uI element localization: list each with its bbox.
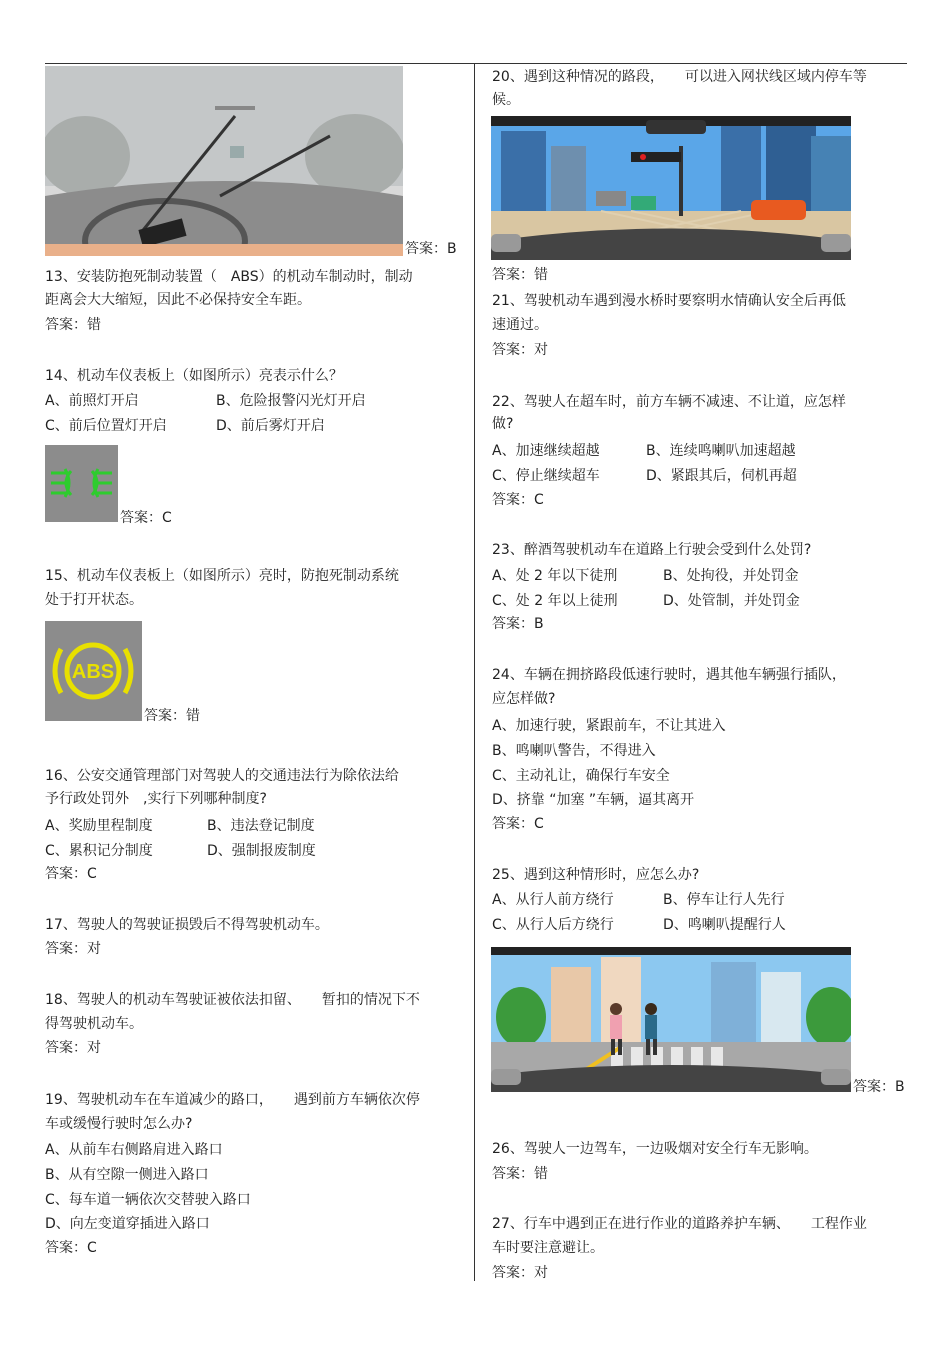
- q25-stem: 25、遇到这种情形时，应怎么办?: [492, 867, 700, 883]
- q23-option-a: A、处 2 年以下徒刑: [492, 568, 618, 584]
- q18-answer: 答案：对: [45, 1040, 101, 1056]
- q16-answer: 答案：C: [45, 866, 97, 882]
- q13-stem-line2: 距离会大大缩短，因此不必保持安全车距。: [45, 292, 311, 308]
- q25-option-b: B、停车让行人先行: [663, 892, 785, 908]
- q16-stem-line2: 予行政处罚外 ,实行下列哪种制度?: [45, 791, 267, 807]
- q20-stem-line1: 20、遇到这种情况的路段， 可以进入网状线区域内停车等: [492, 69, 867, 85]
- q19-answer: 答案：C: [45, 1240, 97, 1256]
- q19-stem-line1: 19、驾驶机动车在车道减少的路口， 遇到前方车辆依次停: [45, 1092, 420, 1108]
- q25-answer: 答案：B: [853, 1079, 905, 1095]
- q13-stem-line1: 13、安装防抱死制动装置（ ABS）的机动车制动时，制动: [45, 269, 413, 285]
- q20-stem-line2: 候。: [492, 92, 520, 108]
- abs-icon-label: ABS: [71, 661, 115, 683]
- q16-stem-line1: 16、公安交通管理部门对驾驶人的交通违法行为除依法给: [45, 768, 399, 784]
- q27-stem-line2: 车时要注意避让。: [492, 1240, 604, 1256]
- q22-option-a: A、加速继续超越: [492, 443, 600, 459]
- q21-stem-line2: 速通过。: [492, 317, 548, 333]
- q21-stem-line1: 21、驾驶机动车遇到漫水桥时要察明水情确认安全后再低: [492, 293, 846, 309]
- pedestrian-crossing-image: [491, 947, 851, 1092]
- q24-option-c: C、主动礼让，确保行车安全: [492, 768, 670, 784]
- q23-option-c: C、处 2 年以上徒刑: [492, 593, 618, 609]
- q26-stem: 26、驾驶人一边驾车，一边吸烟对安全行车无影响。: [492, 1141, 818, 1157]
- q23-option-d: D、处管制，并处罚金: [663, 593, 800, 609]
- q25-option-a: A、从行人前方绕行: [492, 892, 614, 908]
- q27-stem-line1: 27、行车中遇到正在进行作业的道路养护车辆、 工程作业: [492, 1216, 867, 1232]
- q17-stem: 17、驾驶人的驾驶证损毁后不得驾驶机动车。: [45, 917, 329, 933]
- q19-stem-line2: 车或缓慢行驶时怎么办?: [45, 1116, 193, 1132]
- q13-answer: 答案：错: [45, 317, 101, 333]
- rainy-windshield-image: [45, 66, 403, 256]
- q15-stem-line2: 处于打开状态。: [45, 592, 143, 608]
- q19-option-b: B、从有空隙一侧进入路口: [45, 1167, 209, 1183]
- q15-answer: 答案：错: [144, 708, 200, 724]
- q16-option-c: C、累积记分制度: [45, 843, 153, 859]
- q27-answer: 答案：对: [492, 1265, 548, 1281]
- q17-answer: 答案：对: [45, 941, 101, 957]
- q23-stem: 23、醉酒驾驶机动车在道路上行驶会受到什么处罚?: [492, 542, 812, 558]
- q24-option-d: D、挤靠 “加塞 ”车辆，逼其离开: [492, 792, 695, 808]
- q22-answer: 答案：C: [492, 492, 544, 508]
- top-rule: [45, 63, 907, 64]
- q19-option-a: A、从前车右侧路肩进入路口: [45, 1142, 223, 1158]
- q24-answer: 答案：C: [492, 816, 544, 832]
- q24-stem-line1: 24、车辆在拥挤路段低速行驶时，遇其他车辆强行插队，: [492, 667, 846, 683]
- q15-stem-line1: 15、机动车仪表板上（如图所示）亮时，防抱死制动系统: [45, 568, 399, 584]
- q18-stem-line1: 18、驾驶人的机动车驾驶证被依法扣留、 暂扣的情况下不: [45, 992, 420, 1008]
- q14-option-a: A、前照灯开启: [45, 393, 139, 409]
- q22-option-c: C、停止继续超车: [492, 468, 600, 484]
- q14-option-b: B、危险报警闪光灯开启: [216, 393, 366, 409]
- q23-option-b: B、处拘役，并处罚金: [663, 568, 799, 584]
- q24-stem-line2: 应怎样做?: [492, 691, 556, 707]
- q12-answer: 答案：B: [405, 241, 457, 257]
- q14-option-c: C、前后位置灯开启: [45, 418, 167, 434]
- q16-option-b: B、违法登记制度: [207, 818, 315, 834]
- q20-answer: 答案：错: [492, 267, 548, 283]
- q16-option-a: A、奖励里程制度: [45, 818, 153, 834]
- q22-option-b: B、连续鸣喇叭加速超越: [646, 443, 796, 459]
- column-divider: [474, 63, 475, 1281]
- fog-light-icon: [45, 445, 118, 522]
- q22-stem-line2: 做?: [492, 416, 514, 432]
- q14-answer: 答案：C: [120, 510, 172, 526]
- q16-option-d: D、强制报废制度: [207, 843, 316, 859]
- q24-option-b: B、鸣喇叭警告，不得进入: [492, 743, 656, 759]
- q19-option-d: D、向左变道穿插进入路口: [45, 1216, 210, 1232]
- q23-answer: 答案：B: [492, 616, 544, 632]
- abs-warning-icon: [45, 621, 142, 721]
- q22-option-d: D、紧跟其后，伺机再超: [646, 468, 797, 484]
- q26-answer: 答案：错: [492, 1166, 548, 1182]
- intersection-scene-image: [491, 116, 851, 260]
- q14-option-d: D、前后雾灯开启: [216, 418, 325, 434]
- q19-option-c: C、每车道一辆依次交替驶入路口: [45, 1192, 251, 1208]
- q14-stem: 14、机动车仪表板上（如图所示）亮表示什么？: [45, 368, 343, 384]
- q24-option-a: A、加速行驶，紧跟前车，不让其进入: [492, 718, 726, 734]
- q21-answer: 答案：对: [492, 342, 548, 358]
- q18-stem-line2: 得驾驶机动车。: [45, 1016, 143, 1032]
- q25-option-d: D、鸣喇叭提醒行人: [663, 917, 786, 933]
- q25-option-c: C、从行人后方绕行: [492, 917, 614, 933]
- q22-stem-line1: 22、驾驶人在超车时，前方车辆不减速、不让道，应怎样: [492, 394, 846, 410]
